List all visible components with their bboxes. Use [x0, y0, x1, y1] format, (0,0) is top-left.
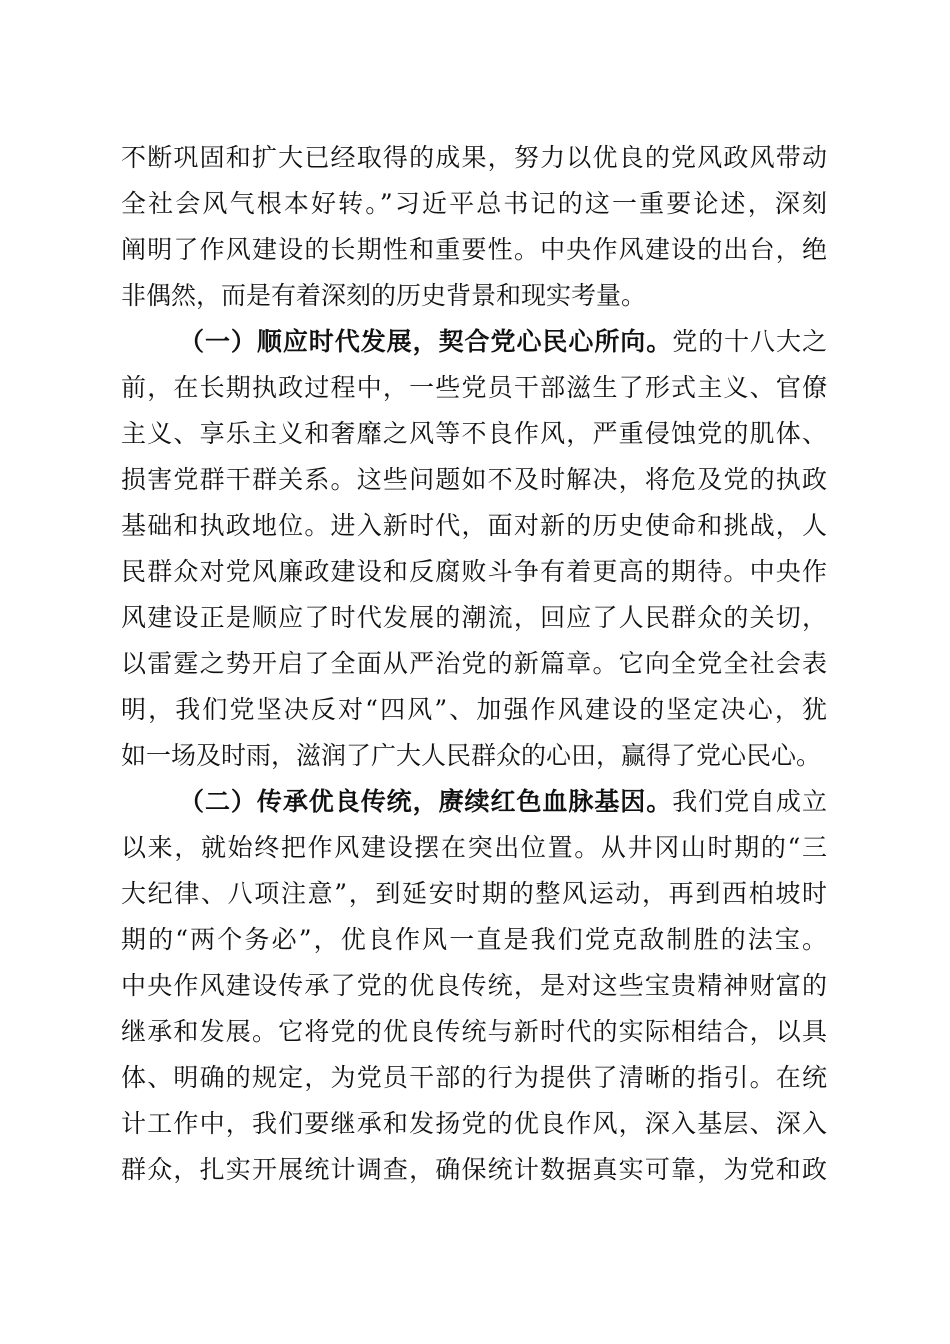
- text-line: 不断巩固和扩大已经取得的成果，努力以优良的党风政风带动: [121, 143, 827, 172]
- section-2-heading: （二）传承优良传统，赓续红色血脉基因。: [179, 787, 673, 816]
- section-2-lead: 我们党自成立: [672, 787, 827, 816]
- text-line: 明，我们党坚决反对“四风”、加强作风建设的坚定决心，犹: [121, 695, 827, 724]
- text-line: 大纪律、八项注意”，到延安时期的整风运动，再到西柏坡时: [121, 879, 827, 908]
- text-line: 基础和执政地位。进入新时代，面对新的历史使命和挑战，人: [121, 511, 827, 540]
- section-1-heading: （一）顺应时代发展，契合党心民心所向。: [179, 327, 673, 356]
- text-line: 阐明了作风建设的长期性和重要性。中央作风建设的出台，绝: [121, 235, 827, 264]
- text-line: 主义、享乐主义和奢靡之风等不良作风，严重侵蚀党的肌体、: [121, 419, 827, 448]
- text-line: 中央作风建设传承了党的优良传统，是对这些宝贵精神财富的: [121, 971, 827, 1000]
- section-1-first-line: [121, 319, 827, 365]
- text-line: 以雷霆之势开启了全面从严治党的新篇章。它向全党全社会表: [121, 649, 827, 678]
- text-line: 群众，扎实开展统计调查，确保统计数据真实可靠，为党和政: [121, 1155, 827, 1184]
- text-line: 期的“两个务必”，优良作风一直是我们党克敌制胜的法宝。: [121, 925, 827, 954]
- text-line: 如一场及时雨，滋润了广大人民群众的心田，赢得了党心民心。: [121, 741, 822, 770]
- text-line: 民群众对党风廉政建设和反腐败斗争有着更高的期待。中央作: [121, 557, 827, 586]
- text-line: 以来，就始终把作风建设摆在突出位置。从井冈山时期的“三: [121, 833, 827, 862]
- text-line: 风建设正是顺应了时代发展的潮流，回应了人民群众的关切，: [121, 603, 827, 632]
- section-2-first-line: [121, 779, 827, 825]
- text-line: 非偶然，而是有着深刻的历史背景和现实考量。: [121, 281, 647, 310]
- text-line: 前，在长期执政过程中，一些党员干部滋生了形式主义、官僚: [121, 373, 827, 402]
- body-text: [121, 135, 827, 1193]
- text-line: 继承和发展。它将党的优良传统与新时代的实际相结合，以具: [121, 1017, 827, 1046]
- text-line: 计工作中，我们要继承和发扬党的优良作风，深入基层、深入: [121, 1109, 827, 1138]
- text-line: 损害党群干群关系。这些问题如不及时解决，将危及党的执政: [121, 465, 827, 494]
- text-line: 全社会风气根本好转。”习近平总书记的这一重要论述，深刻: [121, 189, 827, 218]
- text-line: 体、明确的规定，为党员干部的行为提供了清晰的指引。在统: [121, 1063, 827, 1092]
- section-1-lead: 党的十八大之: [672, 327, 827, 356]
